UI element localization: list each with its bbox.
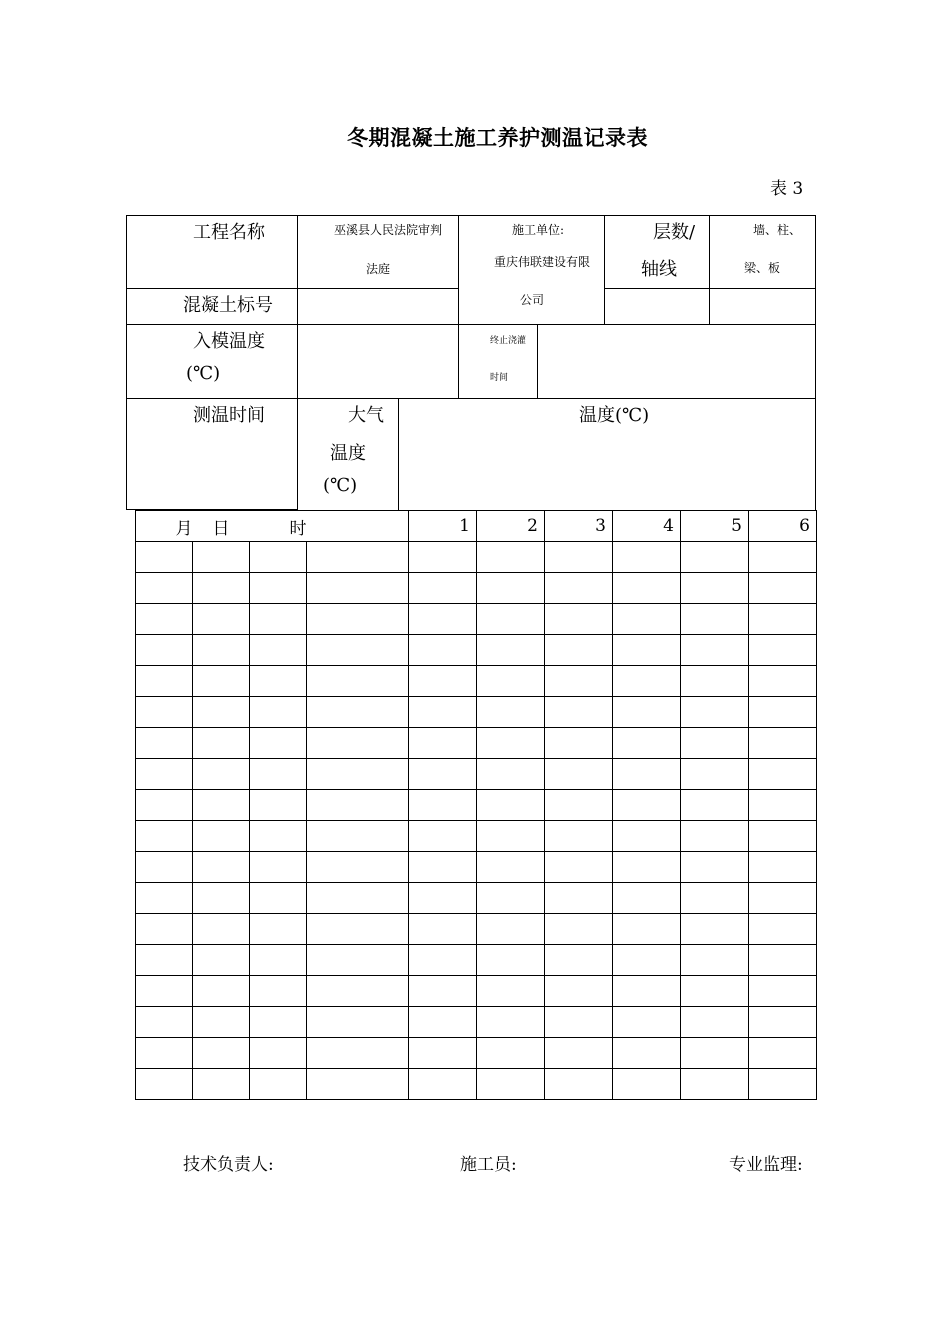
table-cell bbox=[613, 821, 681, 852]
table-cell bbox=[545, 852, 613, 883]
table-cell bbox=[477, 635, 545, 666]
point-header-6: 6 bbox=[749, 511, 817, 542]
table-cell bbox=[545, 759, 613, 790]
table-cell bbox=[749, 821, 817, 852]
table-cell bbox=[681, 852, 749, 883]
project-name-label: 工程名称 bbox=[193, 222, 265, 243]
table-cell bbox=[193, 1038, 250, 1069]
divider-row3 bbox=[126, 398, 816, 399]
month-header-text: 月 bbox=[175, 518, 193, 539]
table-cell bbox=[545, 635, 613, 666]
divider-col-f bbox=[537, 324, 538, 399]
table-cell bbox=[749, 635, 817, 666]
table-cell bbox=[136, 914, 193, 945]
table-cell bbox=[409, 1038, 477, 1069]
table-row bbox=[136, 759, 817, 790]
pour-end-label-line2: 时间 bbox=[490, 373, 509, 383]
table-cell bbox=[613, 1007, 681, 1038]
table-cell bbox=[545, 728, 613, 759]
table-cell bbox=[193, 945, 250, 976]
table-cell bbox=[307, 1007, 409, 1038]
table-cell bbox=[136, 1038, 193, 1069]
table-cell bbox=[250, 635, 307, 666]
contractor-value-line2: 公司 bbox=[520, 293, 545, 307]
table-cell bbox=[681, 1038, 749, 1069]
table-cell bbox=[749, 790, 817, 821]
divider-row1b bbox=[604, 288, 816, 289]
table-cell bbox=[477, 759, 545, 790]
table-cell bbox=[477, 728, 545, 759]
hour-header-text: 时 bbox=[289, 518, 307, 539]
table-cell bbox=[250, 728, 307, 759]
month-header bbox=[136, 511, 193, 542]
table-cell bbox=[477, 542, 545, 573]
mold-temp-label-line2: (℃) bbox=[186, 363, 221, 384]
table-cell bbox=[749, 883, 817, 914]
day-header-text: 日 bbox=[212, 518, 230, 539]
table-cell bbox=[250, 759, 307, 790]
table-cell bbox=[613, 945, 681, 976]
table-cell bbox=[477, 821, 545, 852]
table-cell bbox=[681, 573, 749, 604]
air-temp-label-line3: (℃) bbox=[323, 475, 358, 496]
point-header-4: 4 bbox=[613, 511, 681, 542]
table-cell bbox=[250, 1038, 307, 1069]
table-cell bbox=[409, 1007, 477, 1038]
tech-lead-signature-label: 技术负责人: bbox=[183, 1155, 274, 1175]
table-cell bbox=[749, 728, 817, 759]
table-cell bbox=[307, 821, 409, 852]
table-cell bbox=[681, 666, 749, 697]
table-row bbox=[136, 542, 817, 573]
table-cell bbox=[307, 945, 409, 976]
divider-col-g bbox=[398, 398, 399, 510]
table-cell bbox=[613, 666, 681, 697]
table-cell bbox=[409, 883, 477, 914]
table-cell bbox=[749, 914, 817, 945]
table-cell bbox=[477, 1069, 545, 1100]
table-cell bbox=[681, 976, 749, 1007]
table-cell bbox=[613, 1038, 681, 1069]
table-cell bbox=[477, 976, 545, 1007]
table-cell bbox=[136, 883, 193, 914]
table-cell bbox=[193, 852, 250, 883]
table-cell bbox=[409, 1069, 477, 1100]
floor-axis-label-line1: 层数/ bbox=[653, 222, 696, 243]
table-cell bbox=[749, 1038, 817, 1069]
table-cell bbox=[613, 852, 681, 883]
divider-col-e bbox=[458, 324, 459, 399]
table-cell bbox=[613, 697, 681, 728]
table-cell bbox=[477, 914, 545, 945]
table-cell bbox=[250, 945, 307, 976]
table-cell bbox=[193, 1007, 250, 1038]
table-cell bbox=[681, 604, 749, 635]
point-header-3: 3 bbox=[545, 511, 613, 542]
table-row bbox=[136, 821, 817, 852]
table-cell bbox=[681, 728, 749, 759]
table-cell bbox=[193, 821, 250, 852]
table-cell bbox=[613, 883, 681, 914]
table-row bbox=[136, 976, 817, 1007]
table-cell bbox=[193, 697, 250, 728]
table-cell bbox=[545, 666, 613, 697]
table-row bbox=[136, 573, 817, 604]
table-cell bbox=[307, 666, 409, 697]
divider-col-b bbox=[458, 215, 459, 325]
table-row bbox=[136, 1007, 817, 1038]
table-cell bbox=[250, 1007, 307, 1038]
table-row bbox=[136, 697, 817, 728]
table-cell bbox=[250, 883, 307, 914]
table-row bbox=[136, 728, 817, 759]
floor-axis-label-line2: 轴线 bbox=[641, 259, 677, 280]
air-temp-label-line2: 温度 bbox=[330, 443, 366, 464]
table-cell bbox=[749, 976, 817, 1007]
table-cell bbox=[307, 728, 409, 759]
table-cell bbox=[613, 914, 681, 945]
table-cell bbox=[749, 542, 817, 573]
table-cell bbox=[136, 604, 193, 635]
table-cell bbox=[136, 790, 193, 821]
table-cell bbox=[307, 635, 409, 666]
table-cell bbox=[193, 542, 250, 573]
table-cell bbox=[193, 759, 250, 790]
table-cell bbox=[250, 852, 307, 883]
table-cell bbox=[477, 666, 545, 697]
table-cell bbox=[193, 666, 250, 697]
table-cell bbox=[193, 914, 250, 945]
table-cell bbox=[250, 573, 307, 604]
divider-col-a bbox=[297, 215, 298, 510]
table-cell bbox=[307, 883, 409, 914]
table-cell bbox=[409, 604, 477, 635]
table-cell bbox=[307, 1069, 409, 1100]
table-cell bbox=[409, 759, 477, 790]
divider-row1a bbox=[126, 288, 458, 289]
table-cell bbox=[613, 635, 681, 666]
table-cell bbox=[681, 697, 749, 728]
table-row bbox=[136, 790, 817, 821]
table-cell bbox=[613, 790, 681, 821]
table-cell bbox=[136, 666, 193, 697]
grid-body bbox=[136, 511, 817, 1100]
temperature-record-grid bbox=[135, 510, 817, 1100]
table-cell bbox=[193, 604, 250, 635]
table-cell bbox=[477, 790, 545, 821]
table-cell bbox=[477, 1038, 545, 1069]
table-cell bbox=[477, 1007, 545, 1038]
table-row bbox=[136, 852, 817, 883]
table-cell bbox=[545, 790, 613, 821]
contractor-label: 施工单位: bbox=[512, 223, 565, 237]
table-cell bbox=[681, 1069, 749, 1100]
table-cell bbox=[749, 1069, 817, 1100]
table-cell bbox=[613, 759, 681, 790]
table-cell bbox=[681, 635, 749, 666]
table-cell bbox=[409, 945, 477, 976]
table-cell bbox=[193, 1069, 250, 1100]
table-cell bbox=[749, 604, 817, 635]
table-number: 表 3 bbox=[770, 179, 804, 199]
table-row bbox=[136, 1038, 817, 1069]
table-cell bbox=[409, 790, 477, 821]
table-cell bbox=[409, 666, 477, 697]
grid-header-row bbox=[136, 511, 817, 542]
table-cell bbox=[613, 604, 681, 635]
table-cell bbox=[307, 759, 409, 790]
table-cell bbox=[136, 945, 193, 976]
table-cell bbox=[250, 976, 307, 1007]
mold-temp-label-line1: 入模温度 bbox=[193, 331, 265, 352]
table-cell bbox=[136, 759, 193, 790]
table-cell bbox=[681, 945, 749, 976]
table-cell bbox=[136, 1007, 193, 1038]
table-cell bbox=[136, 635, 193, 666]
table-cell bbox=[545, 976, 613, 1007]
table-cell bbox=[250, 697, 307, 728]
border-left bbox=[126, 215, 127, 510]
table-cell bbox=[307, 852, 409, 883]
table-cell bbox=[749, 573, 817, 604]
table-row bbox=[136, 883, 817, 914]
table-cell bbox=[545, 883, 613, 914]
project-name-value-line2: 法庭 bbox=[366, 262, 391, 276]
table-cell bbox=[307, 573, 409, 604]
table-row bbox=[136, 666, 817, 697]
table-cell bbox=[749, 945, 817, 976]
table-cell bbox=[545, 573, 613, 604]
supervisor-signature-label: 专业监理: bbox=[729, 1155, 803, 1175]
table-cell bbox=[136, 728, 193, 759]
member-value-line1: 墙、柱、 bbox=[753, 223, 802, 237]
table-cell bbox=[545, 1038, 613, 1069]
border-top bbox=[126, 215, 816, 216]
table-cell bbox=[409, 976, 477, 1007]
concrete-grade-label: 混凝土标号 bbox=[183, 295, 273, 316]
table-cell bbox=[613, 728, 681, 759]
hour-header bbox=[250, 511, 307, 542]
table-cell bbox=[409, 697, 477, 728]
contractor-value-line1: 重庆伟联建设有限 bbox=[494, 255, 591, 269]
table-cell bbox=[307, 697, 409, 728]
table-cell bbox=[749, 697, 817, 728]
table-row bbox=[136, 635, 817, 666]
table-cell bbox=[477, 604, 545, 635]
constructor-signature-label: 施工员: bbox=[460, 1155, 517, 1175]
table-cell bbox=[749, 666, 817, 697]
table-cell bbox=[136, 1069, 193, 1100]
header-block bbox=[126, 215, 816, 510]
table-cell bbox=[409, 542, 477, 573]
table-cell bbox=[545, 821, 613, 852]
table-cell bbox=[681, 1007, 749, 1038]
table-cell bbox=[136, 852, 193, 883]
table-cell bbox=[477, 883, 545, 914]
table-cell bbox=[307, 976, 409, 1007]
page-title: 冬期混凝土施工养护测温记录表 bbox=[347, 125, 648, 150]
table-cell bbox=[681, 883, 749, 914]
table-cell bbox=[613, 542, 681, 573]
table-cell bbox=[250, 666, 307, 697]
table-cell bbox=[681, 790, 749, 821]
table-cell bbox=[477, 852, 545, 883]
table-cell bbox=[193, 883, 250, 914]
member-value-line2: 梁、板 bbox=[744, 261, 781, 275]
table-cell bbox=[409, 914, 477, 945]
table-cell bbox=[681, 821, 749, 852]
point-header-5: 5 bbox=[681, 511, 749, 542]
table-cell bbox=[193, 728, 250, 759]
pour-end-label-line1: 终止浇灌 bbox=[490, 336, 527, 346]
table-cell bbox=[545, 914, 613, 945]
table-cell bbox=[545, 945, 613, 976]
table-cell bbox=[409, 635, 477, 666]
table-cell bbox=[307, 1038, 409, 1069]
table-cell bbox=[193, 635, 250, 666]
table-cell bbox=[545, 697, 613, 728]
table-cell bbox=[409, 573, 477, 604]
table-cell bbox=[613, 573, 681, 604]
table-cell bbox=[250, 821, 307, 852]
table-row bbox=[136, 914, 817, 945]
point-header-1: 1 bbox=[409, 511, 477, 542]
table-cell bbox=[307, 790, 409, 821]
table-cell bbox=[250, 914, 307, 945]
table-cell bbox=[136, 976, 193, 1007]
air-temp-header-cell bbox=[307, 511, 409, 542]
temperature-label: 温度(℃) bbox=[579, 405, 650, 426]
measure-time-label: 测温时间 bbox=[193, 405, 265, 426]
table-row bbox=[136, 1069, 817, 1100]
table-cell bbox=[193, 976, 250, 1007]
table-cell bbox=[545, 1007, 613, 1038]
table-cell bbox=[250, 790, 307, 821]
table-row bbox=[136, 604, 817, 635]
divider-col-d bbox=[709, 215, 710, 325]
table-cell bbox=[250, 604, 307, 635]
table-cell bbox=[545, 1069, 613, 1100]
table-cell bbox=[681, 759, 749, 790]
table-cell bbox=[409, 821, 477, 852]
table-cell bbox=[545, 542, 613, 573]
table-cell bbox=[307, 542, 409, 573]
table-cell bbox=[136, 542, 193, 573]
table-cell bbox=[749, 852, 817, 883]
project-name-value-line1: 巫溪县人民法院审判 bbox=[334, 223, 443, 237]
border-right bbox=[815, 215, 816, 510]
day-header bbox=[193, 511, 250, 542]
table-cell bbox=[749, 1007, 817, 1038]
table-cell bbox=[250, 542, 307, 573]
table-cell bbox=[193, 790, 250, 821]
table-cell bbox=[613, 976, 681, 1007]
table-cell bbox=[193, 573, 250, 604]
table-cell bbox=[136, 697, 193, 728]
divider-col-c bbox=[604, 215, 605, 325]
table-cell bbox=[477, 945, 545, 976]
table-cell bbox=[136, 573, 193, 604]
table-cell bbox=[136, 821, 193, 852]
table-row bbox=[136, 945, 817, 976]
table-cell bbox=[613, 1069, 681, 1100]
table-cell bbox=[409, 728, 477, 759]
table-cell bbox=[545, 604, 613, 635]
divider-row2 bbox=[126, 324, 816, 325]
table-cell bbox=[409, 852, 477, 883]
table-cell bbox=[307, 914, 409, 945]
point-header-2: 2 bbox=[477, 511, 545, 542]
table-cell bbox=[681, 542, 749, 573]
table-cell bbox=[477, 573, 545, 604]
table-cell bbox=[307, 604, 409, 635]
air-temp-label-line1: 大气 bbox=[348, 405, 384, 426]
table-cell bbox=[681, 914, 749, 945]
table-cell bbox=[250, 1069, 307, 1100]
table-cell bbox=[477, 697, 545, 728]
table-cell bbox=[749, 759, 817, 790]
